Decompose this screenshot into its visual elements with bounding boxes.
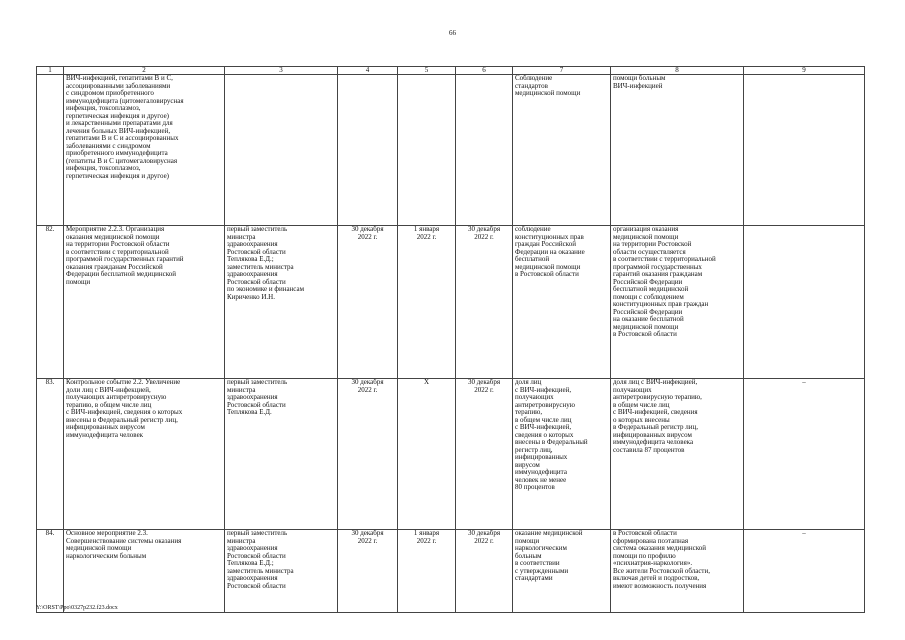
remarks: – — [744, 379, 865, 530]
planned-start — [338, 75, 398, 226]
measure-name: ВИЧ-инфекцией, гепатитами В и С, ассоциированными заболеваниями с синдромом приобретенного иммунодефицита (цитомегаловирусная инфекция, токсоплазмоз, герпетическая инфекция и другое) и лекарственными препаратами для лечения больных ВИЧ-инфекцией, гепатитами В и С и ассоциированных заболеваниями с синдромом приобретенного иммунодефицита (гепатиты В и С цитомегаловирусная инфекция, токсоплазмоз, герпетическая инфекция и другое) — [64, 75, 225, 226]
report-table — [36, 66, 865, 613]
column-number-row — [37, 67, 865, 75]
actual-start: 1 января 2022 г. — [398, 226, 456, 379]
planned-start: 30 декабря 2022 г. — [338, 530, 398, 613]
actual-result: в Ростовской области сформирована поэтапная система оказания медицинской помощи по профилю «психиатрия-наркология». Все жители Ростовской области, включая детей и подростков, имеют возможность получения — [611, 530, 744, 613]
column-number: 7 — [513, 67, 611, 75]
measure-name: Основное мероприятие 2.3. Совершенствование системы оказания медицинской помощи наркологическим больным — [64, 530, 225, 613]
expected-outcome: Соблюдение стандартов медицинской помощи — [513, 75, 611, 226]
column-number: 1 — [37, 67, 64, 75]
measure-name: Контрольное событие 2.2. Увеличение доли лиц с ВИЧ-инфекцией, получающих антиретровирусную терапию, в общем числе лиц с ВИЧ-инфекцией, сведения о которых внесены в Федеральный регистр лиц, инфицированных вирусом иммунодефицита человек — [64, 379, 225, 530]
column-number: 2 — [64, 67, 225, 75]
footer-file-path: Y:\ORST\Ppo\0327p232.f23.docx — [36, 605, 118, 611]
actual-start — [398, 75, 456, 226]
row-number — [37, 75, 64, 226]
column-number: 5 — [398, 67, 456, 75]
row-number: 84. — [37, 530, 64, 613]
expected-outcome: соблюдение конституционных прав граждан Российской Федерации на оказание бесплатной медицинской помощи в Ростовской области — [513, 226, 611, 379]
executor: первый заместитель министра здравоохранения Ростовской области Теплякова Е.Д.; заместитель министра здравоохранения Ростовской области по экономике и финансам Кириченко И.Н. — [225, 226, 338, 379]
column-number: 3 — [225, 67, 338, 75]
executor: первый заместитель министра здравоохранения Ростовской области Теплякова Е.Д. — [225, 379, 338, 530]
actual-result: доля лиц с ВИЧ-инфекцией, получающих антиретровирусную терапию, в общем числе лиц с ВИЧ-инфекцией, сведения о которых внесены в Федеральный регистр лиц, инфицированных вирусом иммунодефицита человека составила 87 процентов — [611, 379, 744, 530]
table-row — [37, 530, 865, 613]
remarks — [744, 226, 865, 379]
executor: первый заместитель министра здравоохранения Ростовской области Теплякова Е.Д.; заместитель министра здравоохранения Ростовской области — [225, 530, 338, 613]
column-number: 4 — [338, 67, 398, 75]
planned-start: 30 декабря 2022 г. — [338, 226, 398, 379]
actual-start: 1 января 2022 г. — [398, 530, 456, 613]
table-row — [37, 379, 865, 530]
executor — [225, 75, 338, 226]
control-date: 30 декабря 2022 г. — [456, 379, 513, 530]
actual-result: помощи больным ВИЧ-инфекцией — [611, 75, 744, 226]
table-row — [37, 75, 865, 226]
column-number: 8 — [611, 67, 744, 75]
planned-start: 30 декабря 2022 г. — [338, 379, 398, 530]
actual-result: организация оказания медицинской помощи на территории Ростовской области осуществляется в соответствии с территориальной программой государственных гарантий оказания гражданам Российской Федерации бесплатной медицинской помощи с соблюдением конституционных прав граждан Российской Федерации на оказание бесплатной медицинской помощи в Ростовской области — [611, 226, 744, 379]
page-number: 66 — [449, 29, 456, 37]
row-number: 83. — [37, 379, 64, 530]
control-date: 30 декабря 2022 г. — [456, 530, 513, 613]
actual-start: Х — [398, 379, 456, 530]
column-number: 6 — [456, 67, 513, 75]
expected-outcome: доля лиц с ВИЧ-инфекцией, получающих антиретровирусную терапию, в общем числе лиц с ВИЧ-инфекцией, сведения о которых внесены в Федеральный регистр лиц, инфицированных вирусом иммунодефицита человек не менее 80 процентов — [513, 379, 611, 530]
row-number: 82. — [37, 226, 64, 379]
remarks: – — [744, 530, 865, 613]
remarks — [744, 75, 865, 226]
table-row — [37, 226, 865, 379]
control-date — [456, 75, 513, 226]
control-date: 30 декабря 2022 г. — [456, 226, 513, 379]
column-number: 9 — [744, 67, 865, 75]
measure-name: Мероприятие 2.2.3. Организация оказания медицинской помощи на территории Ростовской области в соответствии с территориальной программой государственных гарантий оказания гражданам Российской Федерации бесплатной медицинской помощи — [64, 226, 225, 379]
expected-outcome: оказание медицинской помощи наркологическим больным в соответствии с утвержденными стандартами — [513, 530, 611, 613]
